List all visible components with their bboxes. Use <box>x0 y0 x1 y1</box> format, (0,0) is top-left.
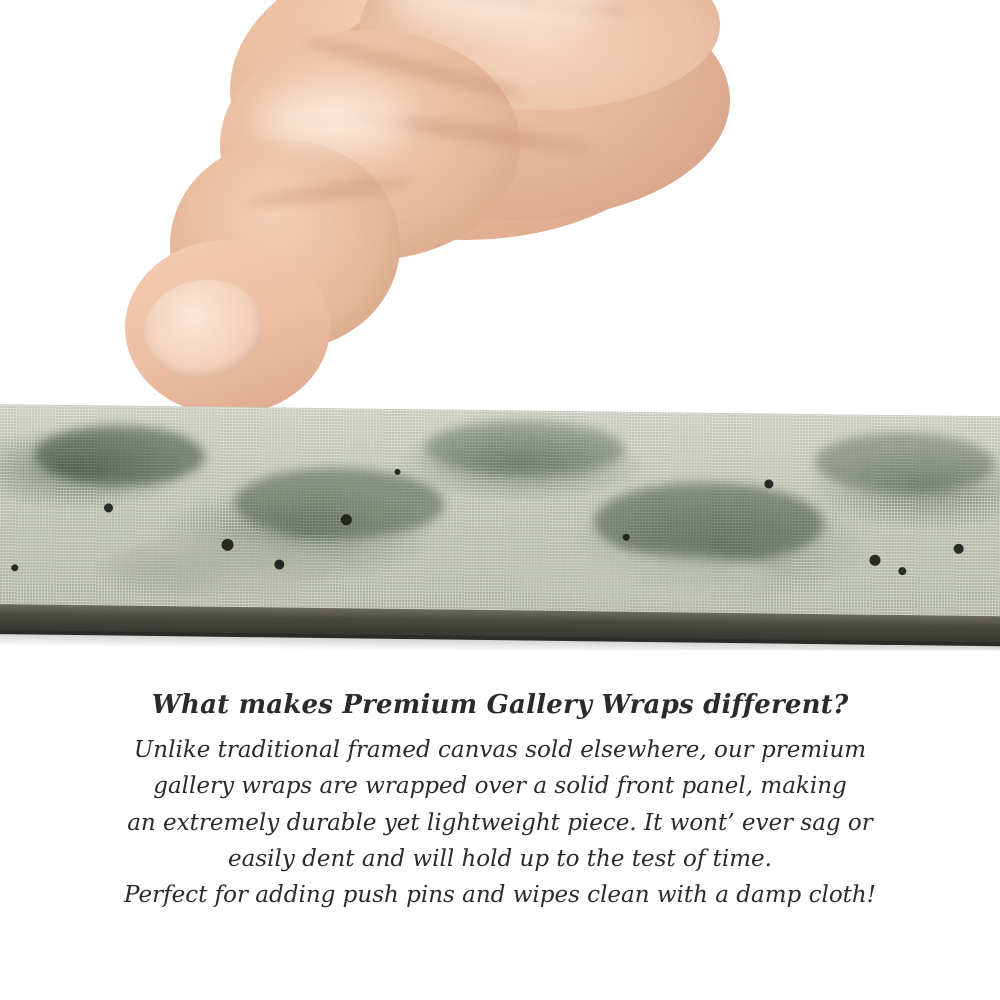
caption-line: an extremely durable yet lightweight piece. It wont’ ever sag or <box>127 809 873 836</box>
caption-heading: What makes Premium Gallery Wraps different? <box>151 690 849 720</box>
caption-line: Unlike traditional framed canvas sold elsewhere, our premium <box>133 737 867 763</box>
caption-block <box>0 690 1000 914</box>
hand-illustration <box>110 0 730 440</box>
caption-body <box>0 732 1000 914</box>
canvas-wrap-face <box>0 404 1000 628</box>
caption-line: Perfect for adding push pins and wipes clean with a damp cloth! <box>124 882 876 909</box>
skin-highlight <box>260 90 410 150</box>
caption-line: easily dent and will hold up to the test of time. <box>228 845 772 872</box>
caption-line: gallery wraps are wrapped over a solid front panel, making <box>153 773 847 800</box>
